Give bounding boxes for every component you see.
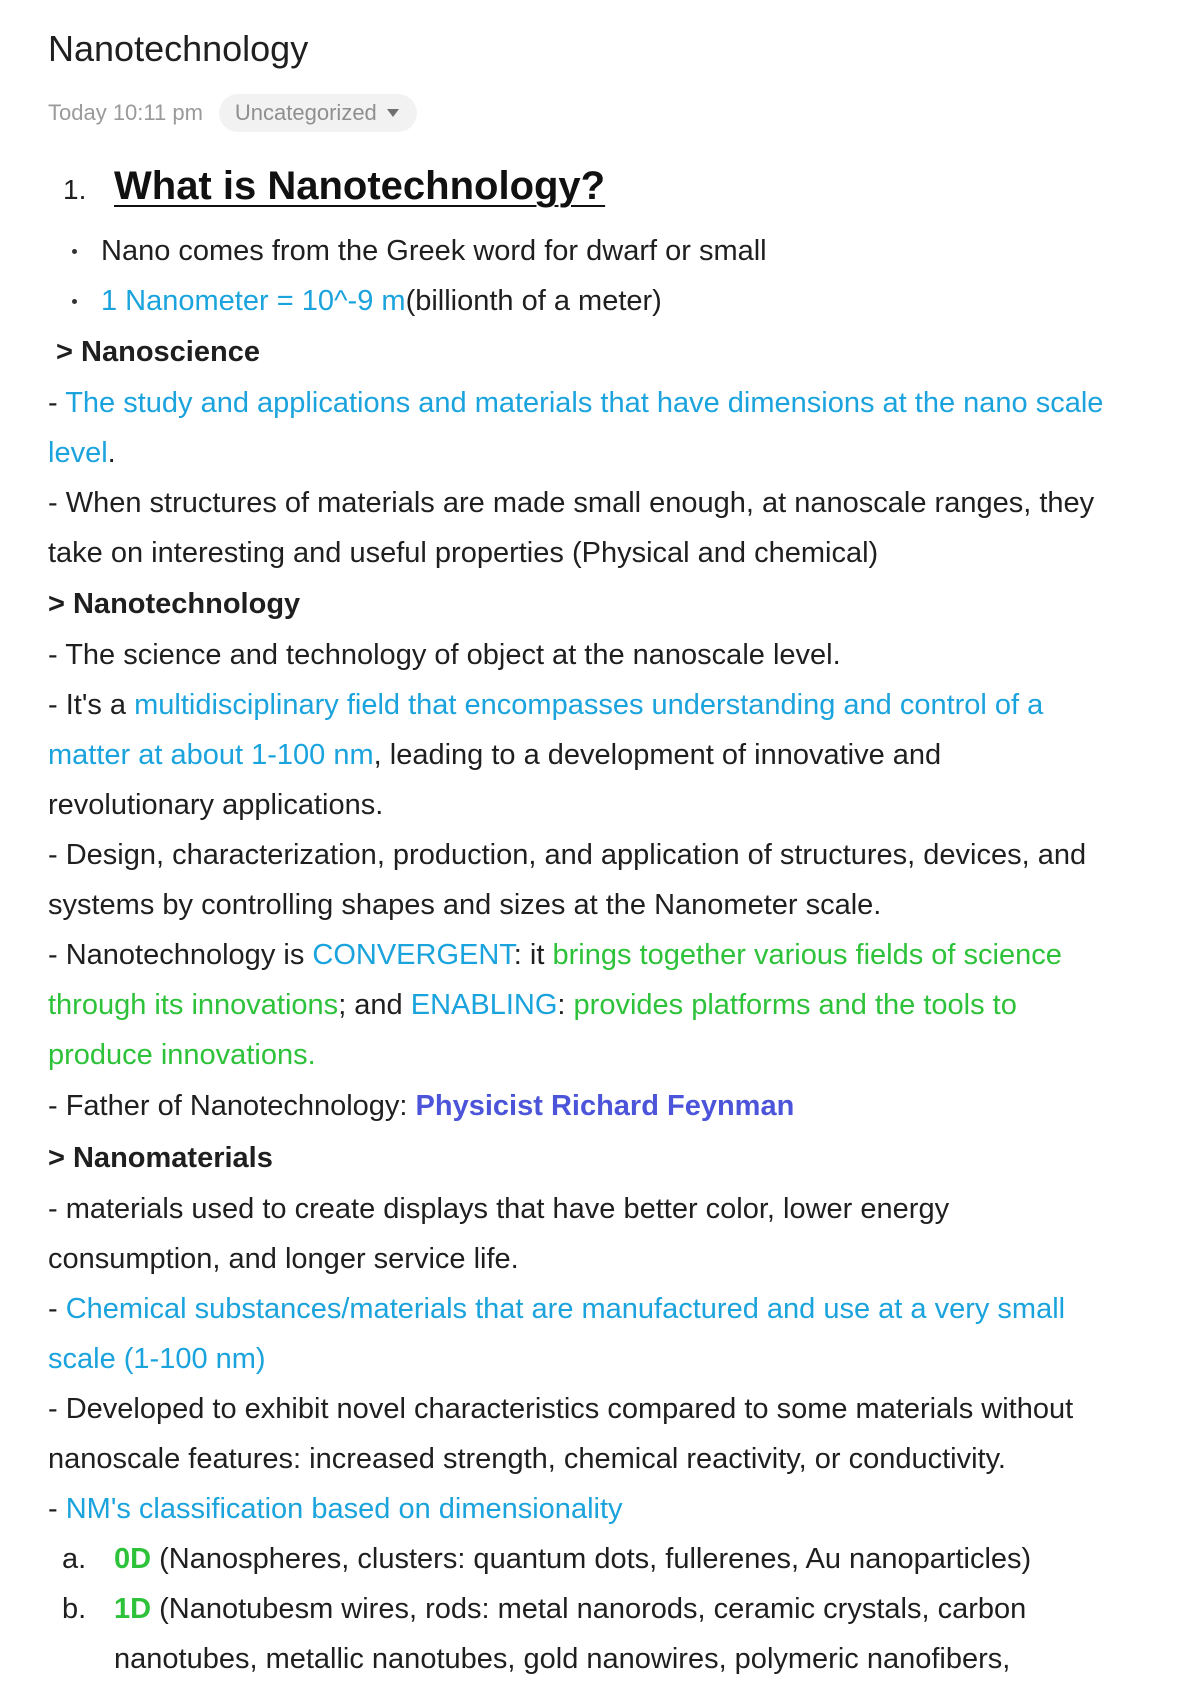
heading-text: What is Nanotechnology? [114,164,606,208]
highlight-blue: level [48,437,108,469]
text-line: - When structures of materials are made small enough, at nanoscale ranges, they [48,487,1095,519]
text: - [48,1293,66,1325]
text: (Nanotubesm wires, rods: metal nanorods, ceramic crystals, carbon [151,1593,1027,1625]
bullet-dot-icon [72,249,77,254]
highlight-green: provides platforms and the tools to [573,989,1017,1021]
text-line: revolutionary applications. [48,789,384,821]
text-line [48,428,1168,478]
note-meta [48,94,417,132]
text: ; and [338,989,411,1021]
text-line: scale (1-100 nm) [48,1343,266,1375]
heading-number: 1. [63,174,87,205]
text-line [48,1080,1168,1132]
text-line [48,1284,1168,1334]
text-line [48,1484,1168,1534]
ordered-item-continuation [48,1634,1168,1684]
highlight-blue: CONVERGENT [312,939,514,971]
subheading-nanoscience: > Nanoscience [48,336,260,368]
text-line: produce innovations. [48,1039,316,1071]
note-title[interactable]: Nanotechnology [48,28,309,69]
text-line: - The science and technology of object at the nanoscale level. [48,639,841,671]
highlight-blue: 1 Nanometer = 10^-9 m [101,285,406,317]
text: : [557,989,574,1021]
highlight-purple: Physicist Richard Feynman [415,1090,795,1122]
subheading-nanomaterials: > Nanomaterials [48,1142,273,1174]
text-line [48,930,1168,980]
note-timestamp: Today 10:11 pm [48,100,203,125]
list-marker: a. [62,1543,87,1575]
text-line: consumption, and longer service life. [48,1243,519,1275]
text: - Nanotechnology is [48,939,313,971]
text: - It's a [48,689,135,721]
text: (billionth of a meter) [405,285,662,317]
text: : it [513,939,553,971]
text: - Father of Nanotechnology: [48,1090,416,1122]
text: - [48,1493,66,1525]
text: , leading to a development of innovative and [373,739,942,771]
text-line: - Design, characterization, production, and application of structures, devices, and [48,839,1087,871]
text: - [48,387,66,419]
text-line: nanoscale features: increased strength, chemical reactivity, or conductivity. [48,1443,1006,1475]
text-line: - Developed to exhibit novel characteristics compared to some materials without [48,1393,1074,1425]
text-line [48,730,1168,780]
highlight-blue: multidisciplinary field that encompasses understanding and control of a [134,689,1044,721]
subheading-nanotechnology: > Nanotechnology [48,588,301,620]
text-line [48,378,1168,428]
text-line: systems by controlling shapes and sizes at the Nanometer scale. [48,889,882,921]
text: . [107,437,116,469]
highlight-green: through its innovations [48,989,339,1021]
highlight-blue: matter at about 1-100 nm [48,739,374,771]
text-line [48,980,1168,1030]
section-heading [48,150,1168,226]
text: nanotubes, metallic nanotubes, gold nanowires, polymeric nanofibers, [114,1643,1011,1675]
bullet-item [48,276,1168,326]
chevron-down-icon [387,109,399,117]
bullet-dot-icon [72,299,77,304]
highlight-blue: ENABLING [410,989,558,1021]
ordered-item [48,1534,1168,1584]
highlight-blue: The study and applications and materials that have dimensions at the nano scale [65,387,1104,419]
highlight-green: 1D [114,1593,152,1625]
bullet-text: Nano comes from the Greek word for dwarf or small [101,235,767,267]
text-line: take on interesting and useful properties (Physical and chemical) [48,537,879,569]
category-label: Uncategorized [234,100,377,125]
highlight-green: brings together various fields of science [552,939,1062,971]
category-dropdown[interactable] [219,94,417,132]
list-marker: b. [62,1593,87,1625]
highlight-green: 0D [114,1543,152,1575]
highlight-blue: NM's classification based on dimensionality [65,1493,623,1525]
bullet-item [48,226,1168,276]
text: (Nanospheres, clusters: quantum dots, fullerenes, Au nanoparticles) [151,1543,1032,1575]
note-body[interactable] [48,150,1168,1684]
text-line: - materials used to create displays that have better color, lower energy [48,1193,950,1225]
ordered-item [48,1584,1168,1634]
highlight-blue: Chemical substances/materials that are manufactured and use at a very small [65,1293,1066,1325]
text-line [48,680,1168,730]
